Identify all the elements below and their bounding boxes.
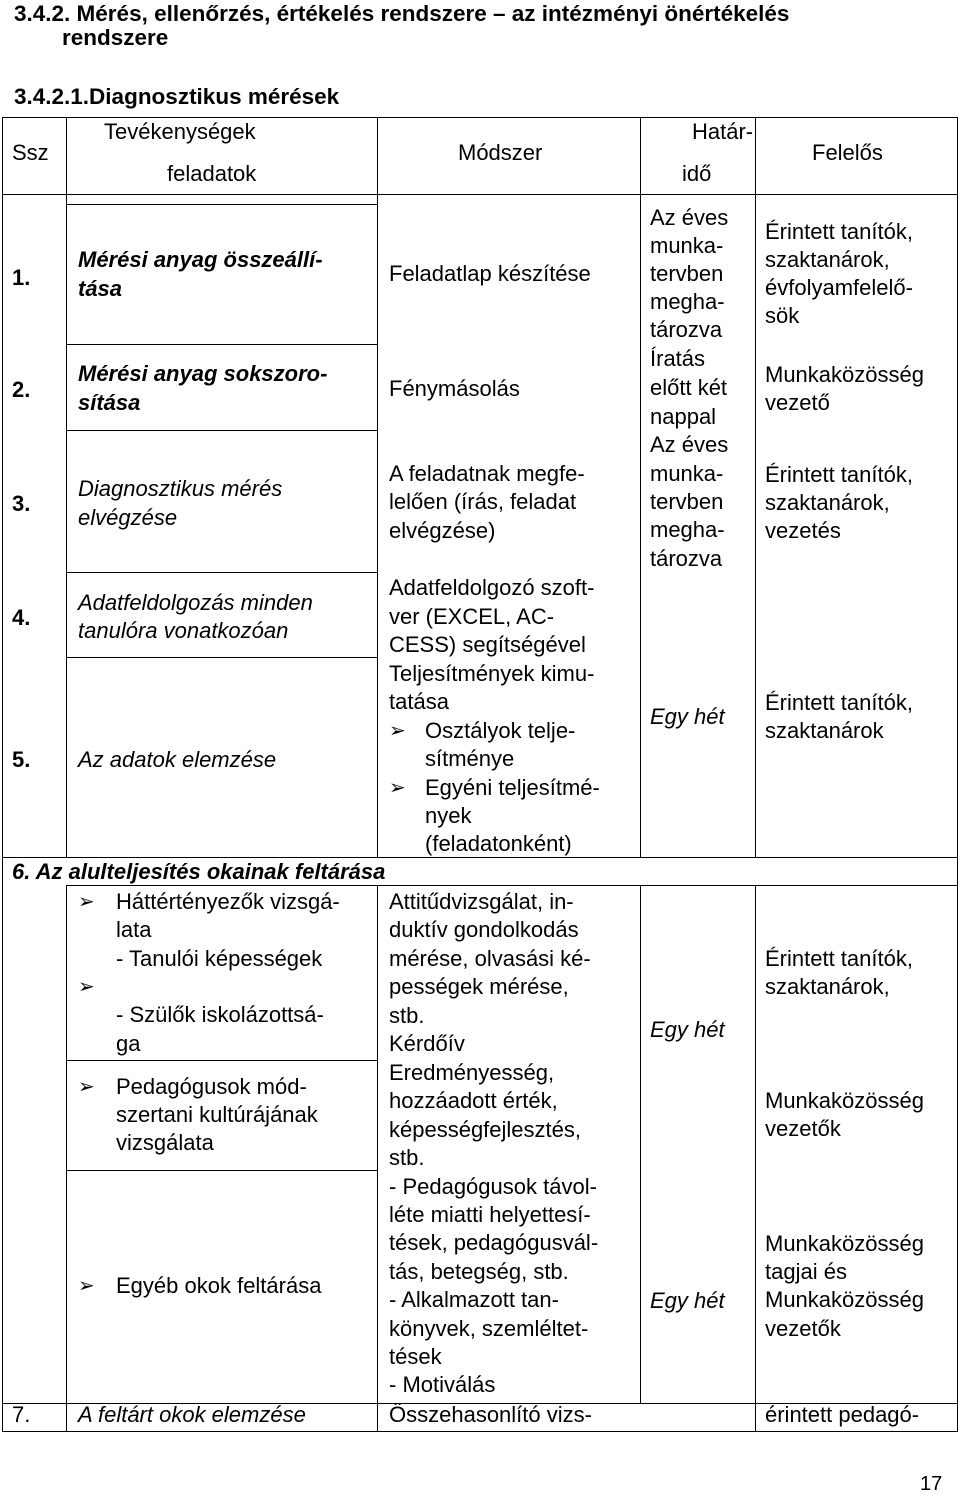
header-deadline-2: idő [682,161,712,186]
bullet-line: Egyéb okok feltárása [116,1273,322,1298]
responsible-line: érintett pedagó- [765,1402,920,1427]
method-line: Feladatlap készítése [389,261,591,286]
row-number: 5. [12,747,31,772]
responsible-line: vezetők [765,1316,841,1341]
responsible-line: Munkaközösség [765,1088,924,1113]
responsible-line: vezető [765,390,830,415]
responsible-line: szaktanárok, [765,247,890,272]
row-number: 4. [12,605,31,630]
deadline-line: Egy hét [650,1017,725,1042]
bullet-line: Egyéni teljesítmé- [425,775,600,800]
bullet-line: lata [116,917,152,942]
bullet-line: (feladatonként) [425,831,572,856]
task-line: A feltárt okok elemzése [78,1402,306,1427]
bullet-line: nyek [425,803,472,828]
responsible-line: szaktanárok [765,718,884,743]
method-line: - Motiválás [389,1372,496,1397]
bullet-arrow-icon: ➢ [78,891,95,913]
subsection-heading: 3.4.2.1.Diagnosztikus mérések [14,84,340,109]
deadline-line: munka- [650,233,724,258]
method-line: - Pedagógusok távol- [389,1174,597,1199]
bullet-arrow-icon: ➢ [389,720,406,742]
method-line: ver (EXCEL, AC- [389,604,555,629]
bullet-arrow-icon: ➢ [389,777,406,799]
deadline-line: megha- [650,289,725,314]
responsible-line: Munkaközösség [765,1287,924,1312]
row-number: 3. [12,491,31,516]
row-number: 7. [12,1402,31,1427]
section-heading-line1: 3.4.2. Mérés, ellenőrzés, értékelés rendszere – az intézményi önértékelés [14,1,790,26]
header-tasks: feladatok [167,161,257,186]
method-line: lelően (írás, feladat [389,489,577,514]
responsible-line: Munkaközösség [765,362,924,387]
method-line: CESS) segítségével [389,632,586,657]
header-method: Módszer [458,140,543,165]
method-line: könyvek, szemléltet- [389,1316,589,1341]
bullet-line: ga [116,1031,141,1056]
task-line: Adatfeldolgozás minden [78,590,313,615]
task-line: sítása [78,390,141,415]
method-line: Összehasonlító vizs- [389,1402,592,1427]
bullet-arrow-icon: ➢ [78,976,95,998]
responsible-line: tagjai és [765,1259,847,1284]
responsible-line: Munkaközösség [765,1231,924,1256]
responsible-line: Érintett tanítók, [765,690,913,715]
task-line: Mérési anyag sokszoro- [78,361,328,386]
method-line: Teljesítmények kimu- [389,661,595,686]
responsible-line: Érintett tanítók, [765,462,913,487]
method-line: tések [389,1344,442,1369]
bullet-line: Osztályok telje- [425,718,576,743]
method-line: pességek mérése, [389,974,569,999]
deadline-line: tározva [650,546,723,571]
task-line: elvégzése [78,505,178,530]
method-line: A feladatnak megfe- [389,461,585,486]
method-line: Kérdőív [389,1031,465,1056]
page-number: 17 [920,1473,943,1495]
method-line: tás, betegség, stb. [389,1259,569,1284]
task-line: Az adatok elemzése [78,747,277,772]
header-ssz: Ssz [12,140,49,165]
task-line: Diagnosztikus mérés [78,476,283,501]
method-line: Adatfeldolgozó szoft- [389,575,595,600]
method-line: képességfejlesztés, [389,1117,581,1142]
deadline-line: munka- [650,461,724,486]
responsible-line: vezetés [765,518,841,543]
bullet-arrow-icon: ➢ [78,1275,95,1297]
responsible-line: sök [765,303,800,328]
deadline-line: tervben [650,489,724,514]
bullet-line: Pedagógusok mód- [116,1074,307,1099]
task-line: tanulóra vonatkozóan [78,618,289,643]
responsible-line: szaktanárok, [765,490,890,515]
deadline-line: tervben [650,261,724,286]
method-line: léte miatti helyettesí- [389,1202,591,1227]
bullet-line: sítménye [425,746,515,771]
bullet-line: Háttértényezők vizsgá- [116,889,340,914]
deadline-line: Egy hét [650,704,725,729]
row-number: 2. [12,377,31,402]
row-number: 1. [12,265,31,290]
method-line: stb. [389,1145,425,1170]
deadline-line: Az éves [650,432,729,457]
bullet-line: - Szülők iskolázottsá- [116,1002,324,1027]
deadline-line: előtt két [650,375,728,400]
deadline-line: Egy hét [650,1288,725,1313]
deadline-line: megha- [650,517,725,542]
responsible-line: Érintett tanítók, [765,946,913,971]
header-responsible: Felelős [812,140,883,165]
deadline-line: tározva [650,317,723,342]
bullet-arrow-icon: ➢ [78,1076,95,1098]
task-line: Mérési anyag összeállí- [78,247,323,272]
method-line: hozzáadott érték, [389,1088,558,1113]
bullet-line: szertani kultúrájának [116,1102,318,1127]
header-activities: Tevékenységek [104,119,256,144]
header-deadline-1: Határ- [692,119,754,144]
method-line: tések, pedagógusvál- [389,1230,599,1255]
responsible-line: Érintett tanítók, [765,219,913,244]
responsible-line: vezetők [765,1116,841,1141]
bullet-line: vizsgálata [116,1130,214,1155]
responsible-line: évfolyamfelelő- [765,275,913,300]
row6-title: 6. Az alulteljesítés okainak feltárása [12,859,386,884]
method-line: duktív gondolkodás [389,917,579,942]
bullet-line: - Tanulói képességek [116,946,323,971]
method-line: mérése, olvasási ké- [389,946,591,971]
task-line: tása [78,276,123,301]
method-line: Fénymásolás [389,376,520,401]
method-line: Attitűdvizsgálat, in- [389,889,574,914]
method-line: Eredményesség, [389,1060,555,1085]
deadline-line: nappal [650,404,717,429]
responsible-line: szaktanárok, [765,974,890,999]
section-heading-line2: rendszere [62,25,169,50]
method-line: stb. [389,1003,425,1028]
method-line: elvégzése) [389,518,496,543]
deadline-line: Íratás [650,346,706,371]
deadline-line: Az éves [650,205,729,230]
method-line: - Alkalmazott tan- [389,1287,559,1312]
method-line: tatása [389,689,449,714]
